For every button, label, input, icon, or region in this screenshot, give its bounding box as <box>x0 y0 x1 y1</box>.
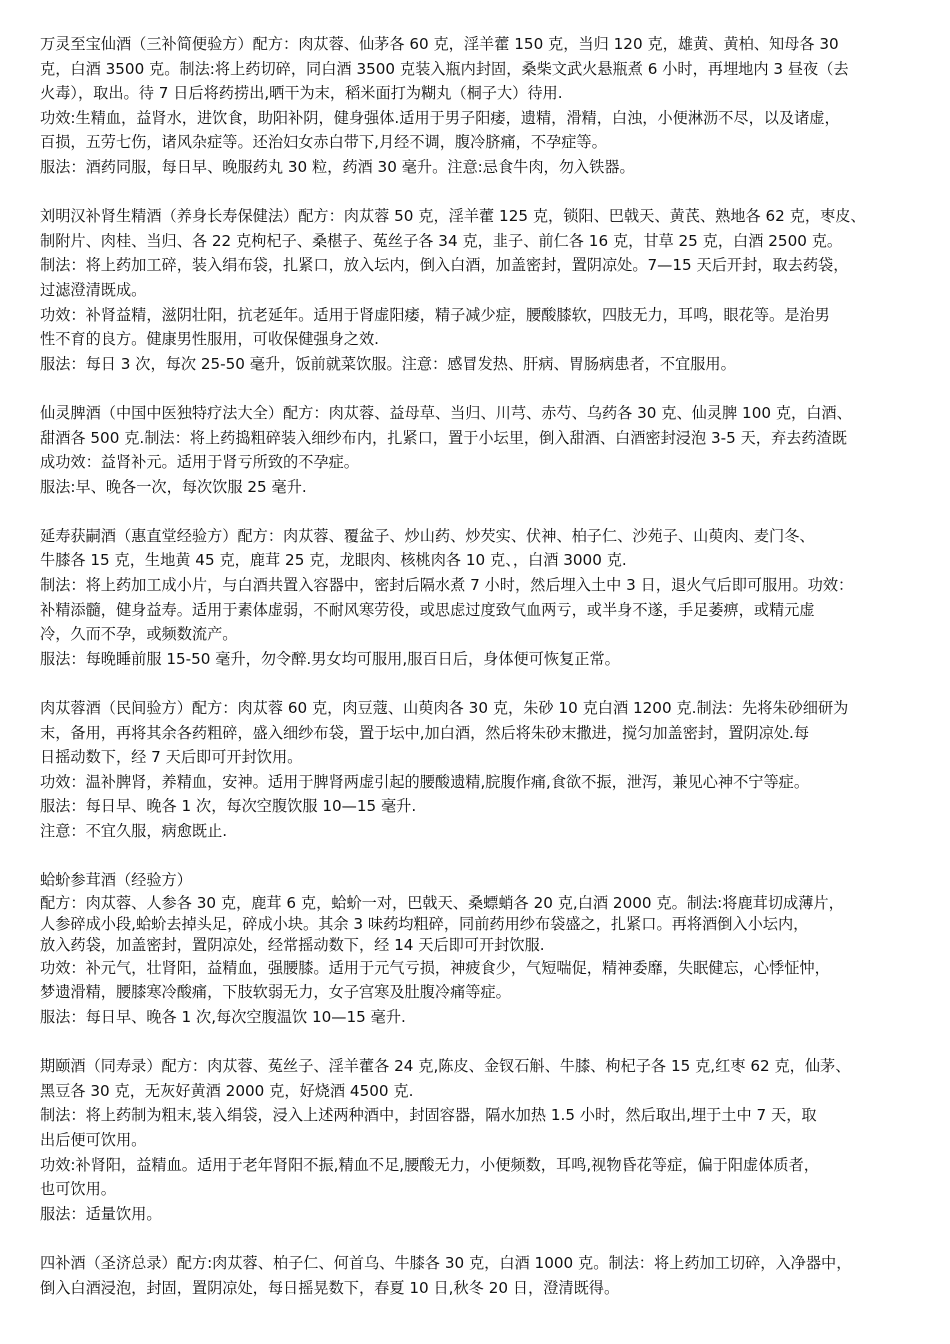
text-line: 末，备用，再将其余各药粗碎，盛入细纱布袋，置于坛中,加白酒，然后将朱砂末撒进，搅匀加盖密封，置阴凉处.每 <box>40 723 810 742</box>
text-line: 放入药袋，加盖密封，置阴凉处，经常摇动数下，经 14 天后即可开封饮服. <box>40 935 545 954</box>
text-line: 服法：酒药同服，每日早、晚服药丸 30 粒，药酒 30 毫升。注意:忌食牛肉，勿入铁器。 <box>40 157 635 176</box>
text-line: 也可饮用。 <box>40 1180 116 1199</box>
text-line: 服法:早、晚各一次，每次饮服 25 毫升. <box>40 477 307 496</box>
text-line: 制法：将上药加工成小片，与白酒共置入容器中，密封后隔水煮 7 小时，然后埋入土中 3 日，退火气后即可服用。功效： <box>40 576 854 595</box>
text-line: 功效：补肾益精，滋阴壮阳，抗老延年。适用于肾虚阳痿，精子减少症，腰酸膝软，四肢无力，耳鸣，眼花等。是治男 <box>40 305 830 324</box>
text-line: 功效:补肾阳，益精血。适用于老年肾阳不振,精血不足,腰酸无力，小便频数，耳鸣,视物昏花等症，偏于阳虚体质者， <box>40 1155 819 1174</box>
text-line: 服法：每日早、晚各 1 次，每次空腹饮服 10—15 毫升. <box>40 797 417 816</box>
text-line: 火毒），取出。待 7 日后将药捞出,晒干为末，稻米面打为糊丸（桐子大）待用. <box>40 84 563 103</box>
text-line: 服法：每日早、晚各 1 次,每次空腹温饮 10—15 毫升. <box>40 1007 406 1026</box>
text-line: 冷，久而不孕，或频数流产。 <box>40 625 238 644</box>
text-line: 四补酒（圣济总录）配方:肉苁蓉、柏子仁、何首乌、牛膝各 30 克，白酒 1000 克。制法：将上药加工切碎，入净器中， <box>40 1253 852 1272</box>
text-line: 万灵至宝仙酒（三补简便验方）配方：肉苁蓉、仙茅各 60 克，淫羊藿 150 克，当归 120 克，雄黄、黄柏、知母各 30 <box>40 35 839 53</box>
text-line: 功效:生精血，益肾水，进饮食，助阳补阴，健身强体.适用于男子阳痿，遗精，滑精，白浊，小便淋沥不尽，以及诸虚， <box>40 108 840 127</box>
text-line: 百损，五劳七伤，诸风杂症等。还治妇女赤白带下,月经不调，腹冷脐痛，不孕症等。 <box>40 133 607 152</box>
text-line: 日摇动数下，经 7 天后即可开封饮用。 <box>40 748 303 767</box>
recipe-roucongrong <box>40 696 922 844</box>
text-line: 梦遗滑精，腰膝寒冷酸痛，下肢软弱无力，女子宫寒及肚腹冷痛等症。 <box>40 983 511 1002</box>
text-line: 服法：每日 3 次，每次 25-50 毫升，饭前就菜饮服。注意：感冒发热、肝病、胃肠病患者，不宜服用。 <box>40 354 736 373</box>
text-line: 克，白酒 3500 克。制法:将上药切碎，同白酒 3500 克装入瓶内封固，桑柴文武火悬瓶煮 6 小时，再埋地内 3 昼夜（去 <box>40 59 849 78</box>
text-line: 倒入白酒浸泡，封固，置阴凉处，每日摇晃数下，春夏 10 日,秋冬 20 日，澄清既得。 <box>40 1278 620 1297</box>
text-line: 甜酒各 500 克.制法：将上药捣粗碎装入细纱布内，扎紧口，置于小坛里，倒入甜酒、白酒密封浸泡 3-5 天，弃去药渣既 <box>40 428 847 447</box>
text-line: 注意：不宜久服，病愈既止. <box>40 822 228 840</box>
text-line: 服法：每晚睡前服 15-50 毫升，勿令醉.男女均可服用,服百日后，身体便可恢复正常。 <box>40 649 620 668</box>
text-line: 制法：将上药制为粗末,装入绢袋，浸入上述两种酒中，封固容器，隔水加热 1.5 小时，然后取出,埋于土中 7 天，取 <box>40 1106 817 1125</box>
text-line: 期颐酒（同寿录）配方：肉苁蓉、菟丝子、淫羊藿各 24 克,陈皮、金钗石斛、牛膝、枸杞子各 15 克,红枣 62 克，仙茅、 <box>40 1057 851 1076</box>
text-line: 过滤澄清既成。 <box>40 280 147 299</box>
recipe-qiyi <box>40 1054 922 1226</box>
text-line: 制法：将上药加工碎，装入绢布袋，扎紧口，放入坛内，倒入白酒，加盖密封，置阴凉处。7—15 天后开封，取去药袋， <box>40 256 849 275</box>
text-line: 延寿获嗣酒（惠直堂经验方）配方：肉苁蓉、覆盆子、炒山药、炒芡实、伏神、柏子仁、沙苑子、山萸肉、麦门冬、 <box>40 526 815 545</box>
text-line: 制附片、肉桂、当归、各 22 克枸杞子、桑椹子、菟丝子各 34 克，韭子、前仁各 16 克，甘草 25 克，白酒 2500 克。 <box>40 231 843 250</box>
recipe-sibu <box>40 1251 922 1300</box>
text-line: 功效：补元气，壮肾阳，益精血，强腰膝。适用于元气亏损，神疲食少，气短喘促，精神委靡，失眠健忘，心悸怔忡， <box>40 958 830 977</box>
text-line: 肉苁蓉酒（民间验方）配方：肉苁蓉 60 克，肉豆蔻、山萸肉各 30 克，朱砂 10 克白酒 1200 克.制法：先将朱砂细研为 <box>40 699 849 718</box>
recipe-liuminghan <box>40 204 922 376</box>
text-line: 性不育的良方。健康男性服用，可收保健强身之效. <box>40 330 379 349</box>
recipe-wanling <box>40 32 922 180</box>
text-line: 刘明汉补肾生精酒（养身长寿保健法）配方：肉苁蓉 50 克，淫羊藿 125 克，锁阳、巴戟天、黄芪、熟地各 62 克，枣皮、 <box>40 207 866 226</box>
text-line: 黑豆各 30 克，无灰好黄酒 2000 克，好烧酒 4500 克. <box>40 1081 414 1100</box>
text-line: 功效：温补脾肾，养精血，安神。适用于脾肾两虚引起的腰酸遗精,脘腹作痛,食欲不振，泄泻，兼见心神不宁等症。 <box>40 772 810 791</box>
text-line: 配方：肉苁蓉、人参各 30 克，鹿茸 6 克，蛤蚧一对，巴戟天、桑螵蛸各 20 克,白酒 2000 克。制法:将鹿茸切成薄片， <box>40 893 844 912</box>
recipe-yanshou <box>40 524 922 672</box>
text-line: 成功效：益肾补元。适用于肾亏所致的不孕症。 <box>40 453 359 472</box>
recipe-xianlingpi <box>40 401 922 499</box>
text-line: 补精添髓，健身益寿。适用于素体虚弱，不耐风寒劳役，或思虑过度致气血两亏，或半身不遂，手足萎痹，或精元虚 <box>40 600 815 619</box>
text-line: 牛膝各 15 克，生地黄 45 克，鹿茸 25 克，龙眼肉、核桃肉各 10 克、，白酒 3000 克. <box>40 551 627 570</box>
text-line: 服法：适量饮用。 <box>40 1204 162 1223</box>
recipe-gejie <box>40 868 922 1029</box>
text-line: 仙灵脾酒（中国中医独特疗法大全）配方：肉苁蓉、益母草、当归、川芎、赤芍、乌药各 30 克、仙灵脾 100 克，白酒、 <box>40 403 852 422</box>
text-line: 人参碎成小段,蛤蚧去掉头足，碎成小块。其余 3 味药均粗碎，同前药用纱布袋盛之，扎紧口。再将酒倒入小坛内， <box>40 914 809 933</box>
text-line: 出后便可饮用。 <box>40 1130 147 1149</box>
text-line: 蛤蚧参茸酒（经验方） <box>40 871 192 890</box>
